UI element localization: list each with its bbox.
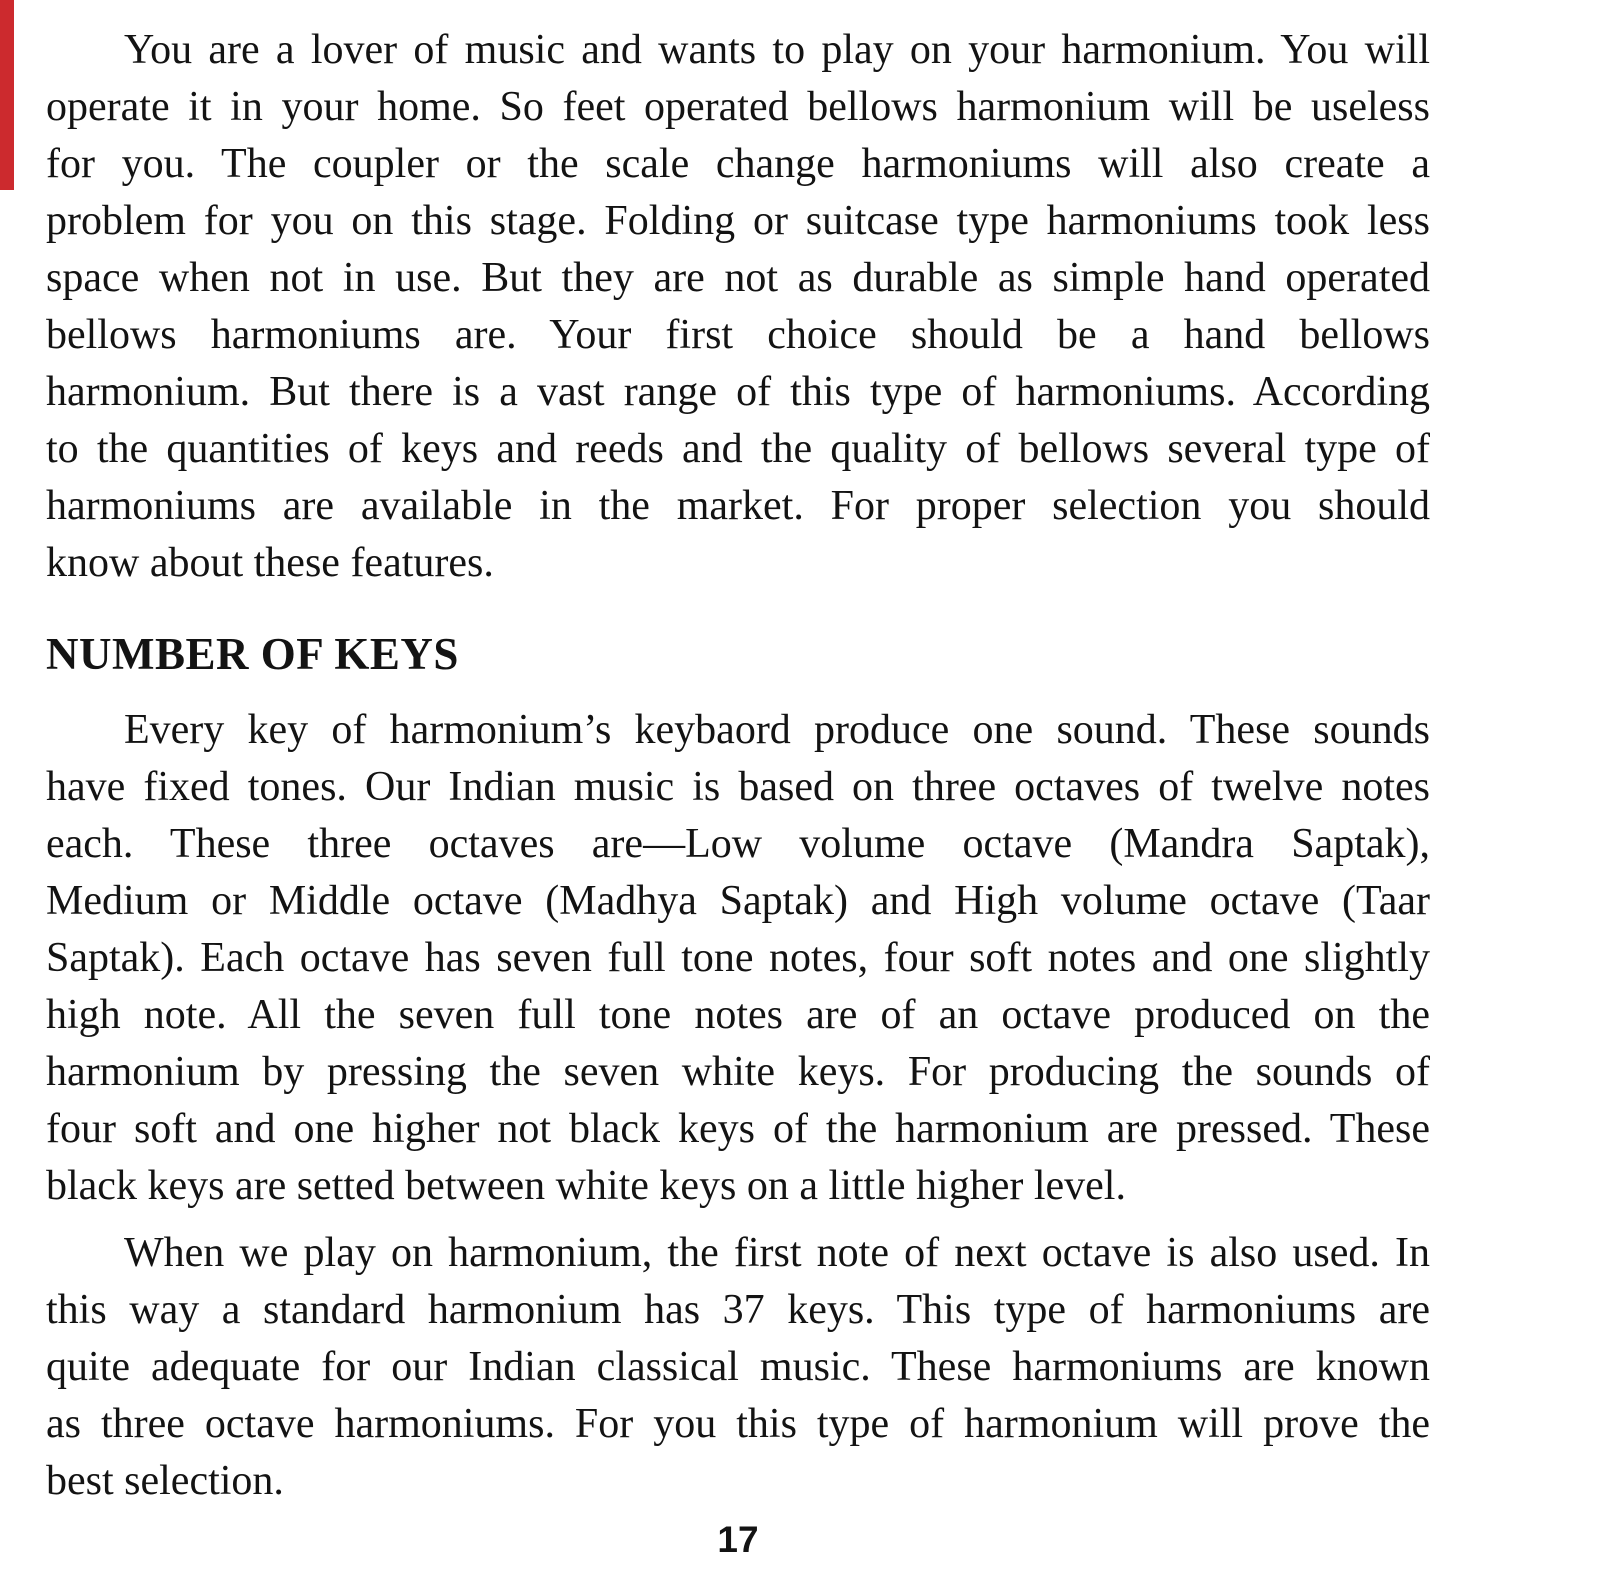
text-line: as three octave harmoniums. For you this type of harmonium will prove the xyxy=(46,1401,1430,1447)
paragraph-intro xyxy=(46,22,1430,592)
text-line: have fixed tones. Our Indian music is based on three octaves of twelve notes xyxy=(46,764,1430,810)
text-line: space when not in use. But they are not as durable as simple hand operated xyxy=(46,255,1430,301)
section-heading: NUMBER OF KEYS xyxy=(46,629,459,679)
paragraph-number-of-keys xyxy=(46,702,1430,1215)
text-line: know about these features. xyxy=(46,540,494,586)
text-line: Every key of harmonium’s keybaord produce one sound. These sounds xyxy=(124,707,1430,753)
text-line: for you. The coupler or the scale change harmoniums will also create a xyxy=(46,141,1430,187)
text-line: When we play on harmonium, the first note of next octave is also used. In xyxy=(124,1230,1430,1276)
text-line: bellows harmoniums are. Your first choice should be a hand bellows xyxy=(46,312,1430,358)
text-line: problem for you on this stage. Folding or suitcase type harmoniums took less xyxy=(46,198,1430,244)
red-edge-marker xyxy=(0,0,14,190)
text-line: harmoniums are available in the market. For proper selection you should xyxy=(46,483,1430,529)
text-line: best selection. xyxy=(46,1458,284,1504)
text-line: to the quantities of keys and reeds and the quality of bellows several type of xyxy=(46,426,1430,472)
text-line: four soft and one higher not black keys of the harmonium are pressed. These xyxy=(46,1106,1430,1152)
text-line: this way a standard harmonium has 37 keys. This type of harmoniums are xyxy=(46,1287,1430,1333)
text-line: operate it in your home. So feet operated bellows harmonium will be useless xyxy=(46,84,1430,130)
text-line: harmonium by pressing the seven white keys. For producing the sounds of xyxy=(46,1049,1430,1095)
text-line: You are a lover of music and wants to play on your harmonium. You will xyxy=(124,27,1430,73)
text-line: high note. All the seven full tone notes are of an octave produced on the xyxy=(46,992,1430,1038)
text-line: Medium or Middle octave (Madhya Saptak) and High volume octave (Taar xyxy=(46,878,1430,924)
text-line: black keys are setted between white keys on a little higher level. xyxy=(46,1163,1126,1209)
text-line: each. These three octaves are—Low volume octave (Mandra Saptak), xyxy=(46,821,1430,867)
text-line: quite adequate for our Indian classical music. These harmoniums are known xyxy=(46,1344,1430,1390)
text-line: harmonium. But there is a vast range of this type of harmoniums. According xyxy=(46,369,1430,415)
paragraph-37-keys xyxy=(46,1225,1430,1510)
text-line: Saptak). Each octave has seven full tone notes, four soft notes and one slightly xyxy=(46,935,1430,981)
page-number: 17 xyxy=(717,1519,759,1560)
